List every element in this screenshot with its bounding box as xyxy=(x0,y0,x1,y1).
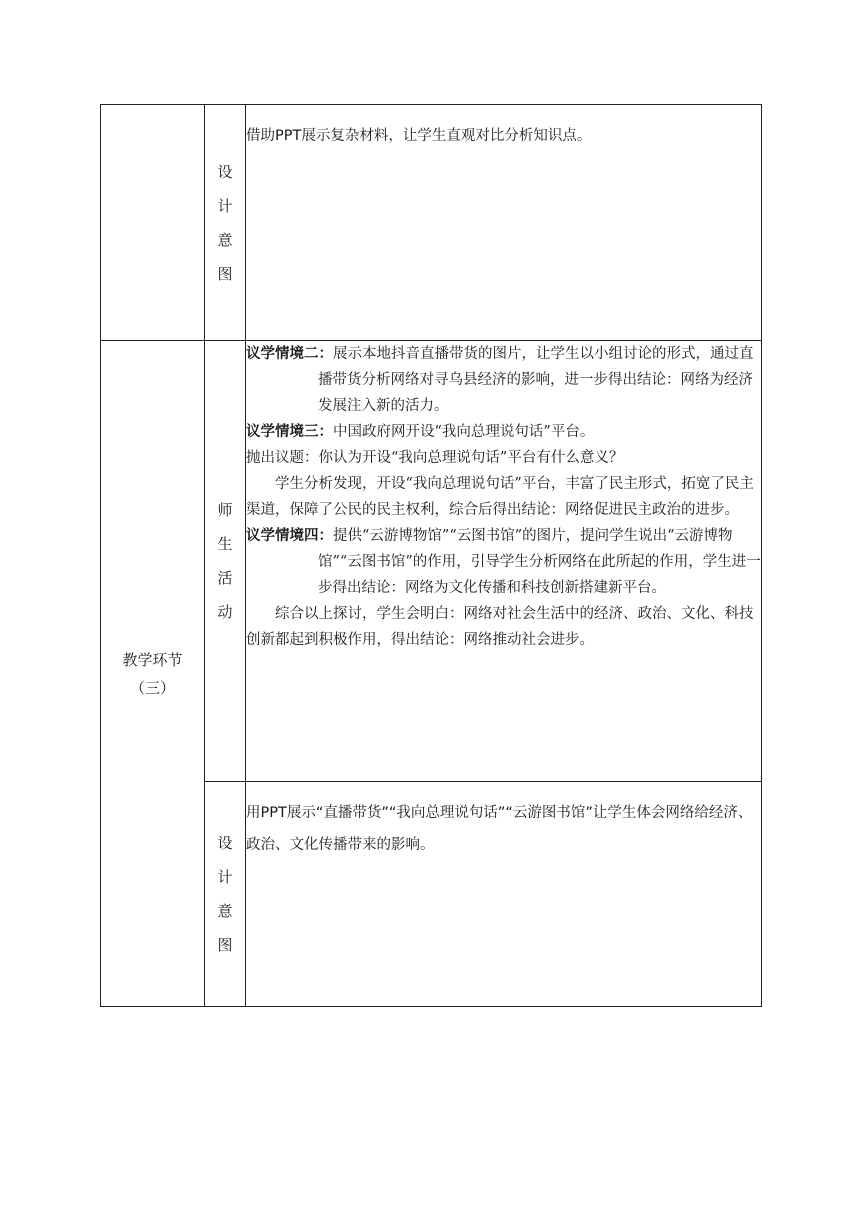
design-intent-label-1: 设 计 意 图 xyxy=(205,105,246,341)
scenario-4: 议学情境四：提供“云游博物馆”“云图书馆”的图片，提问学生说出“云游博物馆”“云图书馆”的作用，引导学生分析网络在此所起的作用，学生进一步得出结论：网络为文化传播和科技创新搭建新平台。 xyxy=(246,528,761,596)
teacher-student-activity-row xyxy=(101,341,762,782)
stage-cell-empty xyxy=(101,105,205,341)
activity-content xyxy=(246,341,762,782)
design-intent-text-1: 借助PPT展示复杂材料，让学生直观对比分析知识点。 xyxy=(246,105,762,341)
teaching-stage-cell xyxy=(101,341,205,1007)
lesson-plan-table xyxy=(100,104,762,1007)
student-analysis: 学生分析发现，开设“我向总理说句话”平台，丰富了民主形式，拓宽了民主渠道，保障了公民的民主权利，综合后得出结论：网络促进民主政治的进步。 xyxy=(246,476,754,518)
discussion-question: 抛出议题：你认为开设“我向总理说句话”平台有什么意义？ xyxy=(246,450,624,466)
activity-label: 师 生 活 动 xyxy=(205,341,246,782)
scenario-3: 议学情境三：中国政府网开设“我向总理说句话”平台。 xyxy=(246,424,595,440)
design-intent-label-2: 设 计 意 图 xyxy=(205,782,246,1007)
stage-title: 教学环节 xyxy=(122,650,183,669)
summary-paragraph: 综合以上探讨，学生会明白：网络对社会生活中的经济、政治、文化、科技创新都起到积极作用，得出结论：网络推动社会进步。 xyxy=(246,606,754,648)
design-intent-text-2: 用PPT展示“直播带货”“我向总理说句话”“云游图书馆”让学生体会网络给经济、政治、文化传播带来的影响。 xyxy=(246,782,762,1007)
design-intent-row-1 xyxy=(101,105,762,341)
stage-number: （三） xyxy=(129,678,175,697)
scenario-2: 议学情境二：展示本地抖音直播带货的图片，让学生以小组讨论的形式，通过直播带货分析网络对寻乌县经济的影响，进一步得出结论：网络为经济发展注入新的活力。 xyxy=(246,346,754,414)
